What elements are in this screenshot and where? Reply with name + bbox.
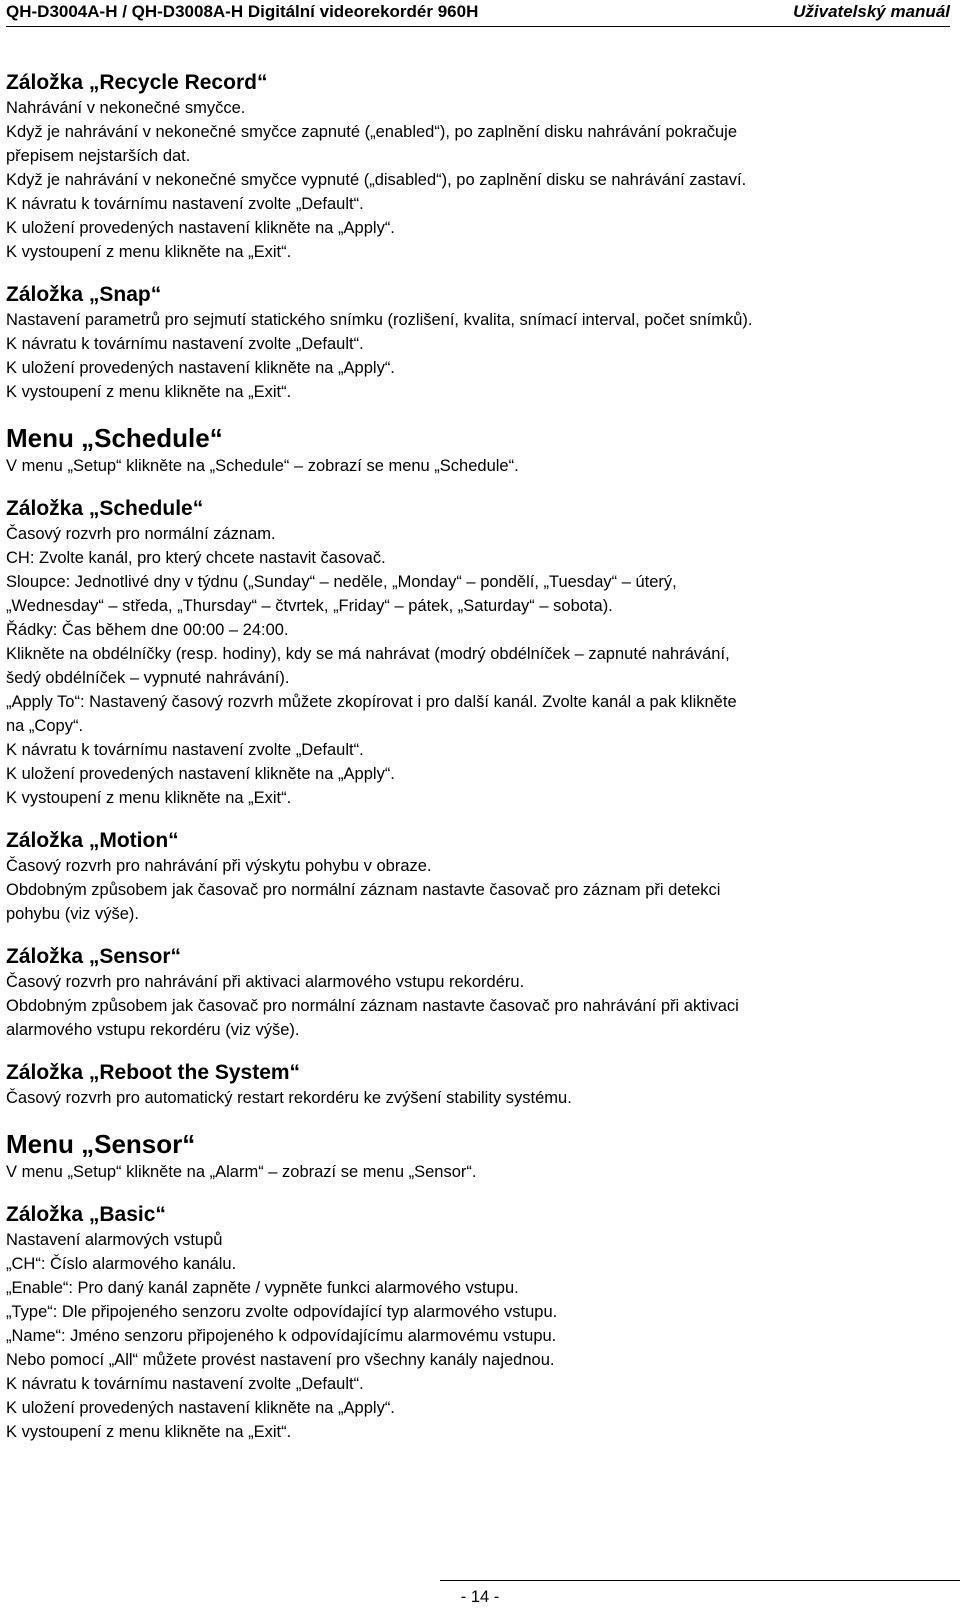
page-header <box>6 0 950 24</box>
document-title: QH-D3004A-H / QH-D3008A-H Digitální videorekordér 960H <box>6 2 479 21</box>
text-line: „Wednesday“ – středa, „Thursday“ – čtvrtek, „Friday“ – pátek, „Saturday“ – sobota). <box>6 597 613 615</box>
text-line: K návratu k továrnímu nastavení zvolte „Default“. <box>6 1375 364 1393</box>
text-line: alarmového vstupu rekordéru (viz výše). <box>6 1021 300 1039</box>
text-line: Obdobným způsobem jak časovač pro normální záznam nastavte časovač pro nahrávání při aktivaci <box>6 997 739 1015</box>
text-line: K uložení provedených nastavení klikněte na „Apply“. <box>6 1399 395 1417</box>
text-line: Sloupce: Jednotlivé dny v týdnu („Sunday“ – neděle, „Monday“ – pondělí, „Tuesday“ – úterý, <box>6 573 677 591</box>
text-line: K vystoupení z menu klikněte na „Exit“. <box>6 243 292 261</box>
text-line: K návratu k továrnímu nastavení zvolte „Default“. <box>6 195 364 213</box>
section-heading: Záložka „Basic“ <box>6 1203 166 1226</box>
section <box>6 496 950 810</box>
text-line: Časový rozvrh pro nahrávání při výskytu pohybu v obraze. <box>6 857 432 875</box>
text-line: „Type“: Dle připojeného senzoru zvolte odpovídající typ alarmového vstupu. <box>6 1303 558 1321</box>
section <box>6 828 950 926</box>
text-line: pohybu (viz výše). <box>6 905 139 923</box>
manual-label: Uživatelský manuál <box>793 2 950 21</box>
text-line: Když je nahrávání v nekonečné smyčce zapnuté („enabled“), po zaplnění disku nahrávání pokračuje <box>6 123 738 141</box>
text-line: K návratu k továrnímu nastavení zvolte „Default“. <box>6 741 364 759</box>
text-line: Časový rozvrh pro normální záznam. <box>6 525 276 543</box>
footer-divider <box>440 1580 960 1581</box>
section <box>6 1202 950 1444</box>
section <box>6 1128 950 1184</box>
text-line: Nastavení alarmových vstupů <box>6 1231 223 1249</box>
text-line: V menu „Setup“ klikněte na „Schedule“ – zobrazí se menu „Schedule“. <box>6 457 519 475</box>
text-line: přepisem nejstarších dat. <box>6 147 191 165</box>
text-line: K vystoupení z menu klikněte na „Exit“. <box>6 383 292 401</box>
page-number: - 14 - <box>460 1588 500 1606</box>
text-line: Nastavení parametrů pro sejmutí statického snímku (rozlišení, kvalita, snímací interval, počet snímků). <box>6 311 753 329</box>
text-line: K uložení provedených nastavení klikněte na „Apply“. <box>6 359 395 377</box>
document-body <box>6 70 950 1462</box>
text-line: „Apply To“: Nastavený časový rozvrh můžete zkopírovat i pro další kanál. Zvolte kanál a pak klikněte <box>6 693 737 711</box>
header-divider <box>6 26 950 27</box>
text-line: K návratu k továrnímu nastavení zvolte „Default“. <box>6 335 364 353</box>
section <box>6 422 950 478</box>
text-line: šedý obdélníček – vypnuté nahrávání). <box>6 669 290 687</box>
text-line: K uložení provedených nastavení klikněte na „Apply“. <box>6 219 395 237</box>
text-line: Časový rozvrh pro automatický restart rekordéru ke zvýšení stability systému. <box>6 1089 572 1107</box>
section-heading: Záložka „Sensor“ <box>6 945 182 968</box>
section-heading: Záložka „Schedule“ <box>6 497 204 520</box>
text-line: „Enable“: Pro daný kanál zapněte / vypněte funkci alarmového vstupu. <box>6 1279 519 1297</box>
section-heading: Záložka „Recycle Record“ <box>6 71 268 94</box>
text-line: Nebo pomocí „All“ můžete provést nastavení pro všechny kanály najednou. <box>6 1351 555 1369</box>
text-line: K vystoupení z menu klikněte na „Exit“. <box>6 1423 292 1441</box>
section <box>6 282 950 404</box>
text-line: „CH“: Číslo alarmového kanálu. <box>6 1255 237 1273</box>
text-line: Když je nahrávání v nekonečné smyčce vypnuté („disabled“), po zaplnění disku se nahrávání zastaví. <box>6 171 747 189</box>
section-heading: Menu „Sensor“ <box>6 1129 196 1159</box>
text-line: Obdobným způsobem jak časovač pro normální záznam nastavte časovač pro záznam při detekci <box>6 881 721 899</box>
text-line: na „Copy“. <box>6 717 84 735</box>
text-line: Nahrávání v nekonečné smyčce. <box>6 99 246 117</box>
section-heading: Záložka „Motion“ <box>6 829 179 852</box>
text-line: „Name“: Jméno senzoru připojeného k odpovídajícímu alarmovému vstupu. <box>6 1327 557 1345</box>
section-heading: Menu „Schedule“ <box>6 423 223 453</box>
text-line: Časový rozvrh pro nahrávání při aktivaci alarmového vstupu rekordéru. <box>6 973 525 991</box>
section <box>6 1060 950 1110</box>
text-line: Řádky: Čas během dne 00:00 – 24:00. <box>6 621 289 639</box>
text-line: V menu „Setup“ klikněte na „Alarm“ – zobrazí se menu „Sensor“. <box>6 1163 477 1181</box>
section-heading: Záložka „Snap“ <box>6 283 162 306</box>
section <box>6 70 950 264</box>
text-line: K vystoupení z menu klikněte na „Exit“. <box>6 789 292 807</box>
text-line: CH: Zvolte kanál, pro který chcete nastavit časovač. <box>6 549 386 567</box>
section-heading: Záložka „Reboot the System“ <box>6 1061 301 1084</box>
text-line: Klikněte na obdélníčky (resp. hodiny), kdy se má nahrávat (modrý obdélníček – zapnuté nahrávání, <box>6 645 730 663</box>
section <box>6 944 950 1042</box>
text-line: K uložení provedených nastavení klikněte na „Apply“. <box>6 765 395 783</box>
